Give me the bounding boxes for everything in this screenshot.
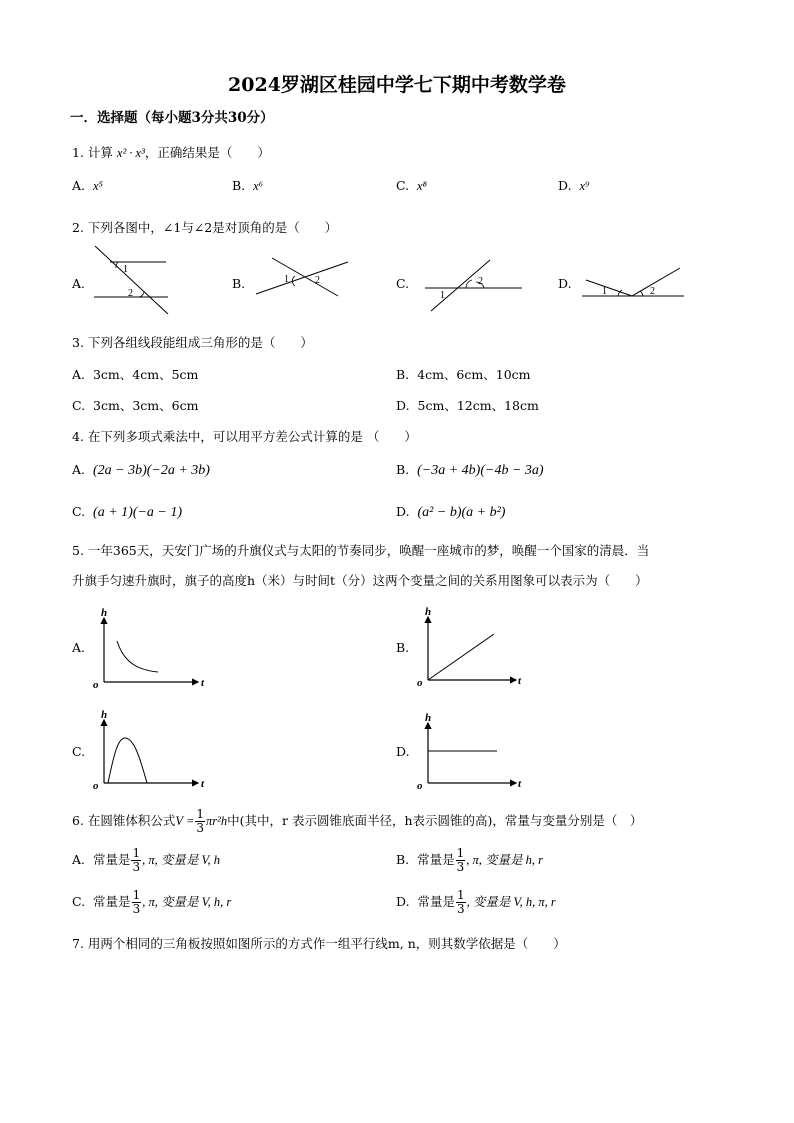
q1-expression: x² · x³ [116,146,145,160]
q2-a-angle2-label: 2 [128,288,133,299]
q5-b-axis-h: h [425,606,432,618]
q2-c-angle1-label: 1 [440,290,445,301]
q4-option-c[interactable]: C. (a + 1)(−a − 1) [72,504,183,520]
question-1-stem: 1. 计算 x² · x³，正确结果是（ ） [72,145,270,160]
question-4-stem: 4. 在下列多项式乘法中，可以用平方差公式计算的是 （ ） [72,429,417,444]
q2-figure-b [256,258,348,296]
q5-option-c-label[interactable]: C. [72,744,86,759]
q5-b-origin: o [417,677,423,689]
q4-option-b[interactable]: B. (−3a + 4b)(−4b − 3a) [396,462,544,478]
q2-figure-a [94,246,168,314]
q2-option-d-label[interactable]: D. [558,276,572,291]
q2-b-angle2-label: 2 [315,275,320,286]
q2-d-angle2-label: 2 [650,286,655,297]
q5-b-axis-t: t [518,675,522,687]
question-3-stem: 3. 下列各组线段能组成三角形的是（ ） [72,335,313,350]
q5-option-a-label[interactable]: A. [72,640,86,655]
q5-c-axis-t: t [201,778,205,790]
question-5-line1: 5. 一年365天，天安门广场的升旗仪式与太阳的节奏同步，唤醒一座城市的梦，唤醒一个国家的清晨．当 [72,543,650,558]
page-title: 2024罗湖区桂园中学七下期中考数学卷 [228,74,566,96]
q3-option-a[interactable]: A. 3cm、4cm、5cm [72,367,199,382]
q2-option-a-label[interactable]: A. [72,276,86,291]
q2-figure-c [425,260,522,311]
q2-option-c-label[interactable]: C. [396,276,410,291]
q2-c-angle2-label: 2 [478,276,483,287]
q5-graph-b [417,606,522,689]
q2-d-angle1-label: 1 [602,286,607,297]
q2-a-angle1-label: 1 [123,264,128,275]
q6-option-d[interactable]: D. 常量是 $\frac{1}{3}$ , 变量是 V, h, π, r [396,888,556,916]
question-6-stem: 6. 在圆锥体积公式V = $\frac{1}{3}$ πr²h中(其中，r 表示圆锥底面半径，h表示圆锥的高)，常量与变量分别是（ ） [72,807,643,835]
q5-a-axis-h: h [101,607,108,619]
question-5-line2: 升旗手匀速升旗时，旗子的高度h（米）与时间t（分）这两个变量之间的关系用图象可以表示为（ ） [72,573,648,588]
q6-option-a[interactable]: A. 常量是 $\frac{1}{3}$ , π, 变量是 V, h [72,846,221,874]
q1-option-b[interactable]: B. x⁶ [232,178,264,193]
q5-graph-c [93,709,205,792]
question-7-stem: 7. 用两个相同的三角板按照如图所示的方式作一组平行线m, n，则其数学依据是（ ） [72,936,566,951]
q5-graph-a [93,607,205,691]
q3-option-b[interactable]: B. 4cm、6cm、10cm [396,367,531,382]
q4-option-a[interactable]: A. (2a − 3b)(−2a + 3b) [72,462,210,478]
q5-d-axis-t: t [518,778,522,790]
q6-option-c[interactable]: C. 常量是 $\frac{1}{3}$ , π, 变量是 V, h, r [72,888,232,916]
q1-option-c[interactable]: C. x⁸ [396,178,427,193]
q6-formula-fraction: $\frac{1}{3}$ [196,807,205,835]
question-2-stem: 2. 下列各图中，∠1与∠2是对顶角的是（ ） [72,220,338,235]
q5-graph-d [417,712,522,792]
q5-a-axis-t: t [201,677,205,689]
q5-option-d-label[interactable]: D. [396,744,410,759]
section-heading: 一．选择题（每小题3分共30分） [70,110,274,126]
q5-c-origin: o [93,780,99,792]
q1-option-a[interactable]: A. x⁵ [72,178,103,193]
q5-c-axis-h: h [101,709,108,721]
q3-option-d[interactable]: D. 5cm、12cm、18cm [396,398,539,413]
q1-option-d[interactable]: D. x⁹ [558,178,590,193]
q2-figure-d [582,268,684,297]
q2-option-b-label[interactable]: B. [232,276,246,291]
q5-d-axis-h: h [425,712,432,724]
q3-option-c[interactable]: C. 3cm、3cm、6cm [72,398,199,413]
q5-option-b-label[interactable]: B. [396,640,410,655]
q5-a-origin: o [93,679,99,691]
q4-option-d[interactable]: D. (a² − b)(a + b²) [396,504,506,520]
q6-option-b[interactable]: B. 常量是 $\frac{1}{3}$ , π, 变量是 h, r [396,846,544,874]
q2-b-angle1-label: 1 [284,274,289,285]
q5-d-origin: o [417,780,423,792]
